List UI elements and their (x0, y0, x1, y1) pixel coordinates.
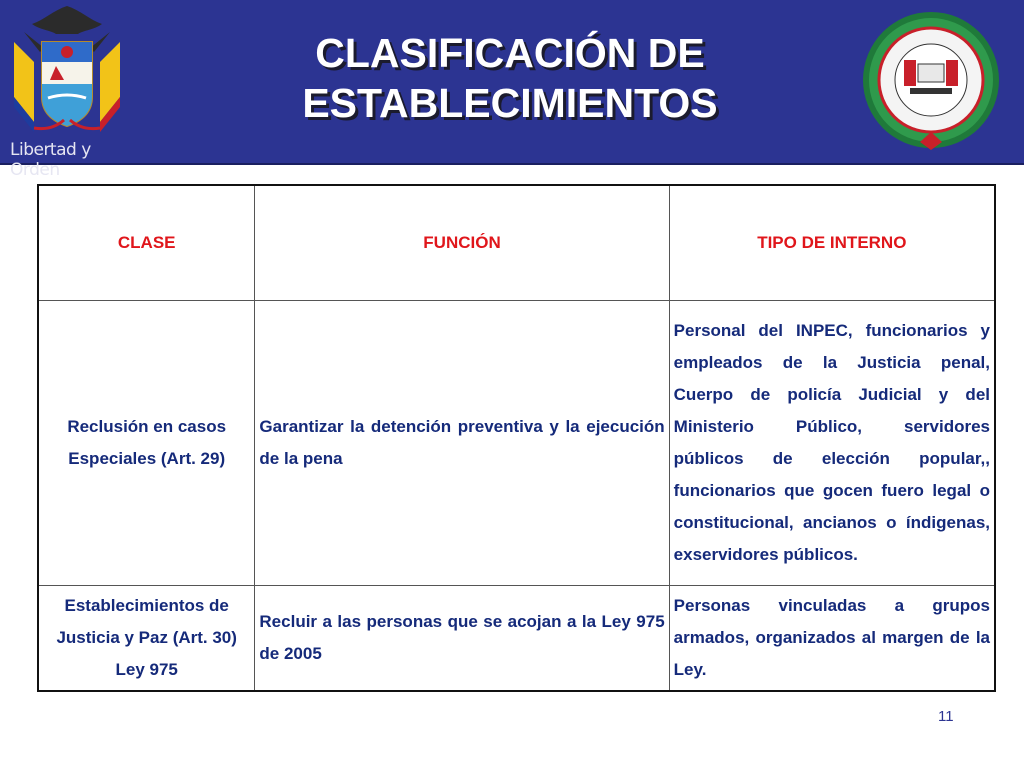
cell-funcion: Garantizar la detención preventiva y la ejecución de la pena (255, 301, 669, 586)
colombia-coat-of-arms-icon (4, 2, 130, 162)
title-line-1: CLASIFICACIÓN DE (315, 30, 705, 76)
cell-tipo-interno: Personal del INPEC, funcionarios y empleados de la Justicia penal, Cuerpo de policía Judicial y del Ministerio Público, servidores públicos de elección popular,, funcionarios que gocen fuero legal o constitucional, ancianos o índigenas, exservidores públicos. (669, 301, 995, 586)
header-clase: CLASE (38, 185, 255, 301)
table-row (38, 301, 995, 586)
establishments-table (37, 184, 996, 692)
cell-clase: Reclusión en casos Especiales (Art. 29) (38, 301, 255, 586)
header-funcion: FUNCIÓN (255, 185, 669, 301)
page-number: 11 (938, 708, 954, 725)
header-tipo-interno: TIPO DE INTERNO (669, 185, 995, 301)
motto-text: Libertad y Orden (10, 140, 91, 180)
cell-tipo-interno: Personas vinculadas a grupos armados, organizados al margen de la Ley. (669, 586, 995, 692)
slide-header (0, 0, 1024, 180)
cell-clase: Establecimientos de Justicia y Paz (Art. 30) Ley 975 (38, 586, 255, 692)
inpec-seal-icon (856, 8, 1006, 158)
cell-funcion: Recluir a las personas que se acojan a la Ley 975 de 2005 (255, 586, 669, 692)
table-row (38, 586, 995, 692)
page-title (170, 28, 850, 128)
title-line-2: ESTABLECIMIENTOS (302, 80, 718, 126)
table-header-row (38, 185, 995, 301)
